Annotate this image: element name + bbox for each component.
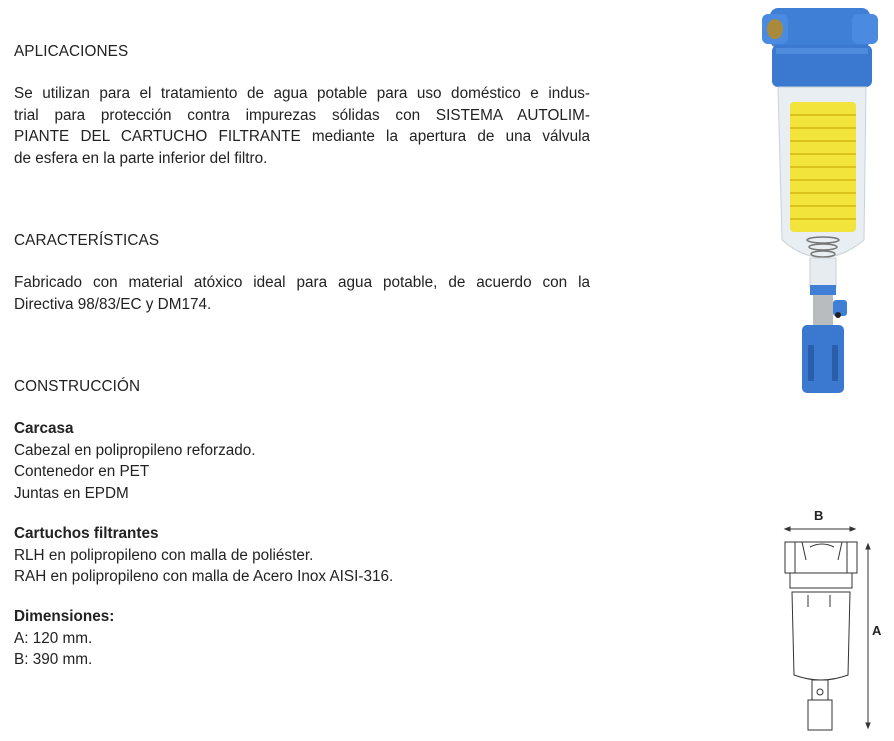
list-item: Contenedor en PET <box>14 463 150 480</box>
text-line: de esfera en la parte inferior del filtro. <box>14 149 268 167</box>
dimensiones-title: Dimensiones: <box>14 608 115 625</box>
text-line: Fabricado con material atóxico ideal para agua potable, de acuerdo con la <box>14 274 590 291</box>
list-item: B: 390 mm. <box>14 651 93 668</box>
paragraph-aplicaciones <box>14 83 590 169</box>
paragraph-caracteristicas <box>14 272 590 315</box>
heading-construccion: CONSTRUCCIÓN <box>14 378 141 395</box>
section-dimensiones <box>14 606 114 671</box>
dimension-diagram <box>750 500 894 741</box>
list-item: RAH en polipropileno con malla de Acero Inox AISI-316. <box>14 568 394 585</box>
dimension-label-a: A <box>872 623 882 638</box>
section-carcasa <box>14 418 256 504</box>
text-line: Directiva 98/83/EC y DM174. <box>14 295 212 313</box>
list-item: RLH en polipropileno con malla de poliéster. <box>14 546 314 564</box>
list-item: A: 120 mm. <box>14 629 93 647</box>
text-line: trial para protección contra impurezas sólidas con SISTEMA AUTOLIM- <box>14 106 590 124</box>
list-item: Cabezal en polipropileno reforzado. <box>14 441 256 459</box>
section-cartuchos <box>14 523 393 588</box>
heading-aplicaciones: APLICACIONES <box>14 43 129 60</box>
carcasa-title: Carcasa <box>14 420 74 437</box>
cartuchos-title: Cartuchos filtrantes <box>14 525 159 542</box>
heading-caracteristicas: CARACTERÍSTICAS <box>14 232 160 249</box>
text-line: Se utilizan para el tratamiento de agua potable para uso doméstico e indus- <box>14 85 590 102</box>
filter-product-image <box>740 0 894 410</box>
text-line: PIANTE DEL CARTUCHO FILTRANTE mediante la apertura de una válvula <box>14 128 590 145</box>
dimension-label-b: B <box>814 508 824 523</box>
list-item: Juntas en EPDM <box>14 484 129 502</box>
